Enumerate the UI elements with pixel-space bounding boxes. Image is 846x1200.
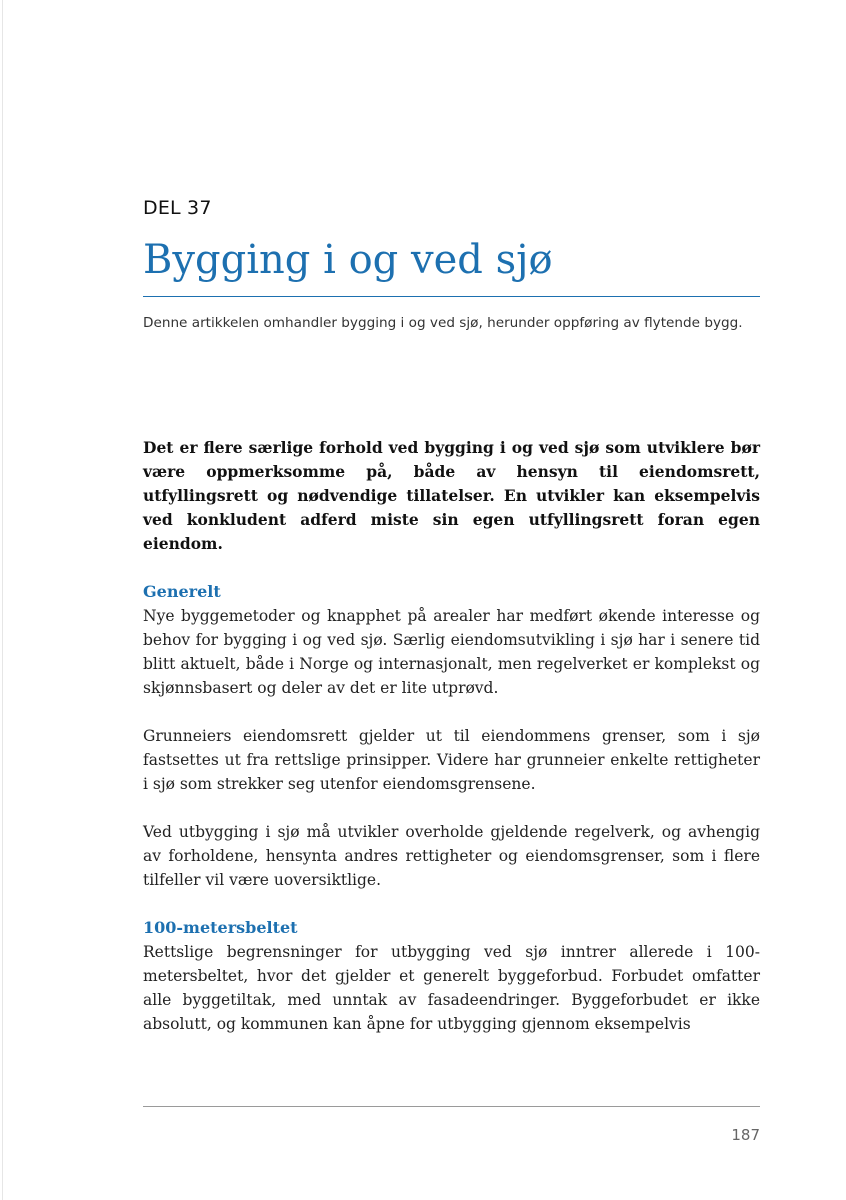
page-edge-line [2, 0, 3, 1200]
part-label: DEL 37 [143, 197, 212, 219]
page-title: Bygging i og ved sjø [143, 237, 553, 283]
page-number: 187 [731, 1126, 760, 1144]
body-paragraph: Nye byggemetoder og knapphet på arealer har medført økende interesse og behov for bygging i og ved sjø. Særlig eiendomsutvikling i sjø har i senere tid blitt aktuelt, både i Norge og internasjonalt, men regelverket er komplekst og skjønnsbasert og deler av det er lite utprøvd. [143, 607, 760, 697]
lead-paragraph: Det er flere særlige forhold ved bygging i og ved sjø som utviklere bør være oppmerksomme på, både av hensyn til eiendomsrett, utfyllingsrett og nødvendige tillatelser. En utvikler kan eksempelvis ved konkludent adferd miste sin egen utfyllingsrett foran egen eiendom. [143, 438, 760, 553]
title-divider [143, 296, 760, 297]
body-paragraph: Ved utbygging i sjø må utvikler overholde gjeldende regelverk, og avhengig av forholdene, hensynta andres rettigheter og eiendomsgrenser, som i flere tilfeller vil være uoversiktlige. [143, 823, 760, 889]
footer-divider [143, 1106, 760, 1107]
body-paragraph: Grunneiers eiendomsrett gjelder ut til eiendommens grenser, som i sjø fastsettes ut fra rettslige prinsipper. Videre har grunneier enkelte rettigheter i sjø som strekker seg utenfor eiendomsgrensene. [143, 727, 760, 793]
section-heading-generelt: Generelt [143, 582, 221, 601]
body-paragraph: Rettslige begrensninger for utbygging ved sjø inntrer allerede i 100-metersbeltet, hvor det gjelder et generelt byggeforbud. Forbudet omfatter alle byggetiltak, med unntak av fasadeendringer. Byggeforbudet er ikke absolutt, og kommunen kan åpne for utbygging gjennom eksempelvis [143, 943, 760, 1033]
article-intro: Denne artikkelen omhandler bygging i og ved sjø, herunder oppføring av flytende bygg. [143, 315, 743, 331]
section-heading-100-metersbeltet: 100-metersbeltet [143, 918, 298, 937]
article-body [143, 436, 760, 1036]
